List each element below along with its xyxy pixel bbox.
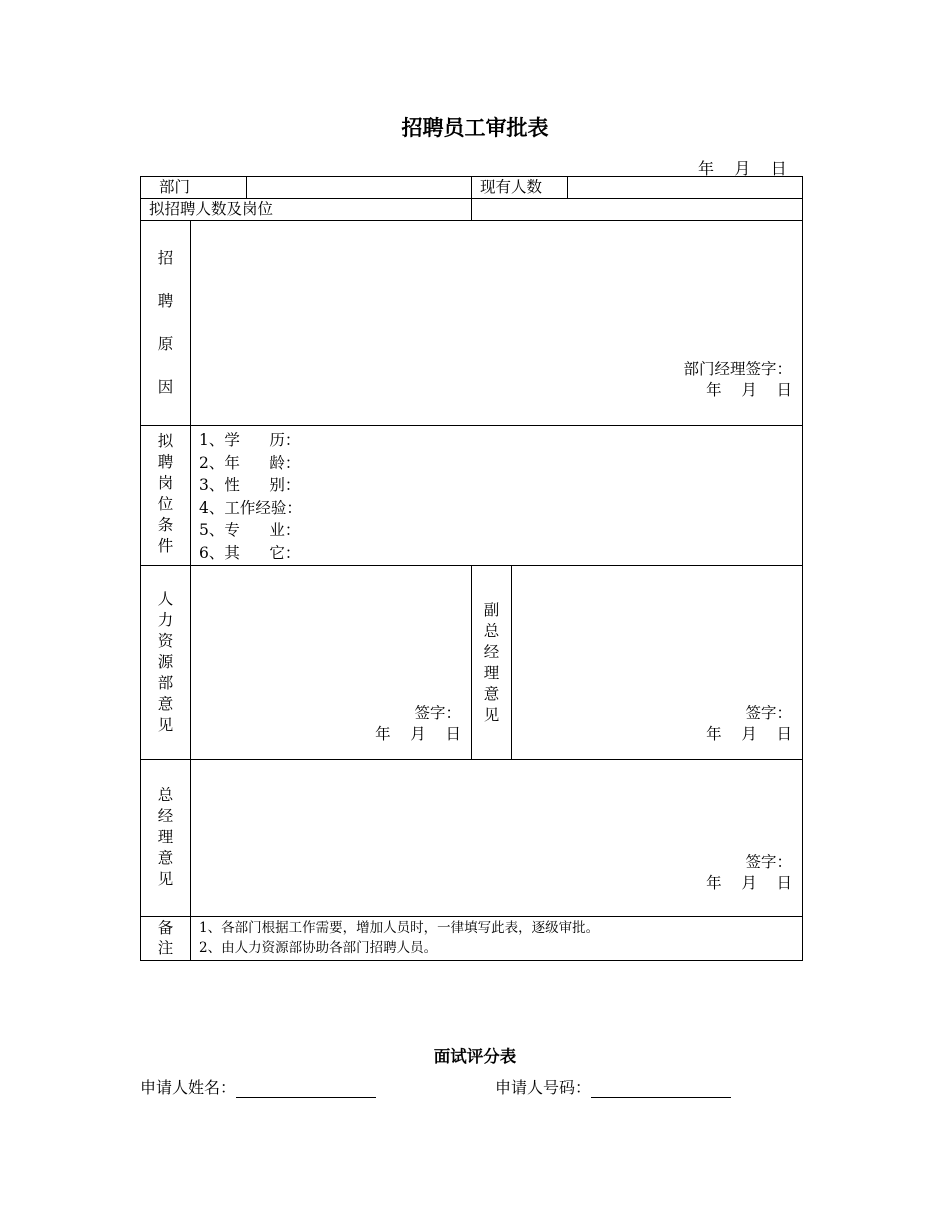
conditions-row (141, 426, 803, 566)
dept-label: 部门 (159, 178, 191, 196)
applicant-number-label: 申请人号码： (495, 1078, 592, 1097)
reason-label-cell (141, 221, 191, 426)
hr-opinion-label: 人 力 资 源 部 意 见 (157, 589, 174, 734)
gm-opinion-input-cell[interactable] (191, 759, 803, 916)
form-title: 招聘员工审批表 (401, 116, 549, 140)
condition-item: 2、年 龄： (199, 453, 301, 472)
vgm-opinion-label: 副 总 经 理 意 见 (483, 600, 500, 724)
condition-item: 1、学 历： (199, 431, 301, 449)
remark-item: 1、各部门根据工作需要，增加人员时，一律填写此表，逐级审批。 (199, 919, 600, 936)
headcount-input-cell[interactable] (568, 177, 803, 199)
dept-input-cell[interactable] (247, 177, 472, 199)
reason-input-cell[interactable] (191, 221, 803, 426)
applicant-number-field[interactable] (495, 1075, 731, 1098)
conditions-input-cell[interactable] (191, 426, 803, 566)
opinion-row (141, 565, 803, 759)
condition-item: 4、工作经验： (199, 498, 302, 517)
form-date: 年 月 日 (698, 159, 787, 178)
reason-row (141, 221, 803, 426)
condition-item: 5、专 业： (199, 521, 301, 540)
gm-opinion-label: 总 经 理 意 见 (157, 786, 174, 889)
gm-label-cell (141, 759, 191, 916)
conditions-label-cell (141, 426, 191, 566)
applicant-name-field[interactable] (140, 1075, 376, 1098)
headcount-label: 现有人数 (480, 178, 543, 196)
hr-date: 年 月 日 (375, 724, 462, 743)
remark-item: 2、由人力资源部协助各部门招聘人员。 (199, 939, 438, 956)
plan-label-cell (141, 199, 472, 221)
applicant-name-line[interactable] (236, 1079, 376, 1098)
plan-row (141, 199, 803, 221)
applicant-number-line[interactable] (591, 1079, 731, 1098)
plan-input-cell[interactable] (472, 199, 803, 221)
hr-signature: 签字： (414, 703, 462, 722)
remarks-row (141, 916, 803, 960)
vgm-opinion-input-cell[interactable] (512, 565, 803, 759)
hr-label-cell (141, 565, 191, 759)
vgm-signature: 签字： (745, 703, 793, 722)
gm-signature: 签字： (745, 852, 793, 871)
condition-item: 3、性 别： (199, 476, 301, 495)
approval-form-table (140, 176, 803, 961)
reason-signature: 部门经理签字： (683, 360, 793, 378)
reason-date: 年 月 日 (706, 381, 793, 399)
plan-label: 拟招聘人数及岗位 (149, 200, 274, 218)
interview-title: 面试评分表 (433, 1047, 517, 1066)
remarks-label-cell (141, 916, 191, 960)
gm-date: 年 月 日 (706, 873, 793, 892)
gm-row (141, 759, 803, 916)
hr-opinion-input-cell[interactable] (191, 565, 472, 759)
headcount-label-cell (472, 177, 568, 199)
reason-label: 招 聘 原 因 (157, 249, 174, 396)
vgm-date: 年 月 日 (706, 724, 793, 743)
dept-row (141, 177, 803, 199)
applicant-name-label: 申请人姓名： (140, 1078, 237, 1097)
vgm-label-cell (472, 565, 512, 759)
condition-item: 6、其 它： (199, 543, 301, 562)
remarks-label: 备 注 (157, 919, 174, 958)
conditions-label: 拟 聘 岗 位 条 件 (157, 432, 174, 555)
remarks-content-cell (191, 916, 803, 960)
dept-label-cell (141, 177, 247, 199)
